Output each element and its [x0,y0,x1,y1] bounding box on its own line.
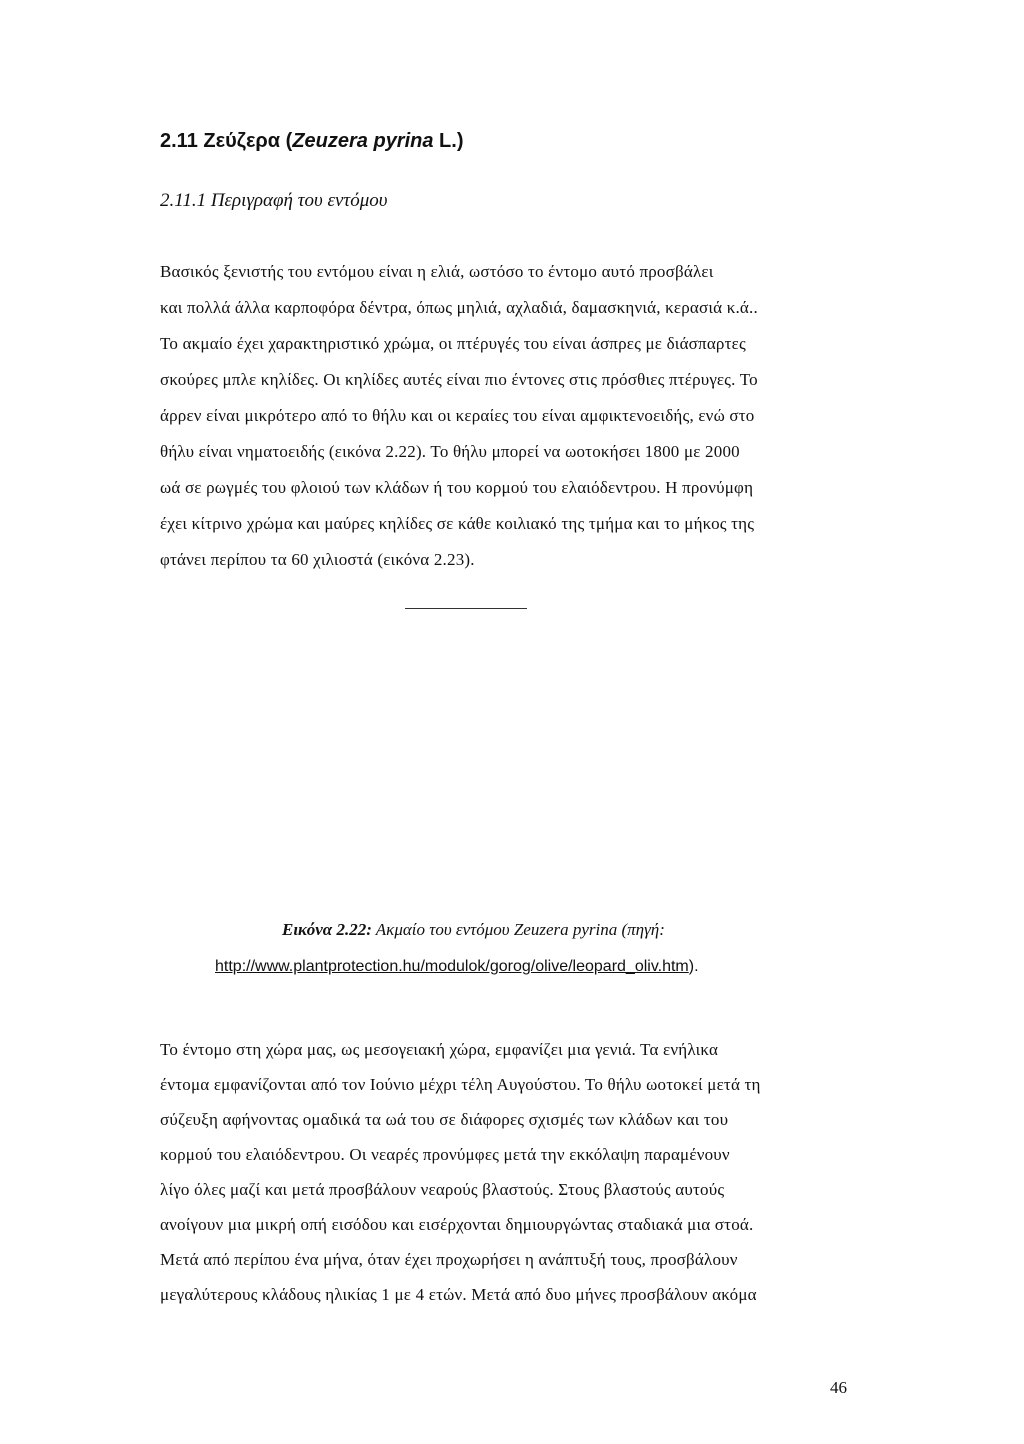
text-line: θήλυ είναι νηματοειδής (εικόνα 2.22). Το θήλυ μπορεί να ωοτοκήσει 1800 με 2000 [160,442,740,461]
figure-caption-label: Εικόνα 2.22: [282,920,372,939]
figure-caption [282,920,665,940]
text-line: μεγαλύτερους κλάδους ηλικίας 1 με 4 ετών. Μετά από δυο μήνες προσβάλουν ακόμα [160,1285,757,1304]
text-line: σκούρες μπλε κηλίδες. Οι κηλίδες αυτές είναι πιο έντονες στις πρόσθιες πτέρυγες. Το [160,370,758,389]
text-line: σύζευξη αφήνοντας ομαδικά τα ωά του σε διάφορες σχισμές των κλάδων και του [160,1110,729,1129]
section-title [160,130,464,153]
subsection-title: 2.11.1 Περιγραφή του εντόμου [160,190,388,211]
text-line: έχει κίτρινο χρώμα και μαύρες κηλίδες σε κάθε κοιλιακό της τμήμα και το μήκος της [160,514,755,533]
section-title-species: Zeuzera pyrina [292,130,434,152]
text-line: άρρεν είναι μικρότερο από το θήλυ και οι κεραίες του είναι αμφικτενοειδής, ενώ στο [160,406,755,425]
text-line: και πολλά άλλα καρποφόρα δέντρα, όπως μηλιά, αχλαδιά, δαμασκηνιά, κερασιά κ.ά.. [160,298,758,317]
figure-divider [405,608,527,609]
text-line: έντομα εμφανίζονται από τον Ιούνιο μέχρι τέλη Αυγούστου. Το θήλυ ωοτοκεί μετά τη [160,1075,761,1094]
section-title-number: 2.11 Ζεύζερα ( [160,130,293,152]
paragraph-description [160,262,880,592]
figure-source-suffix: ). [688,958,699,975]
figure-source [215,958,699,976]
text-line: Το ακμαίο έχει χαρακτηριστικό χρώμα, οι πτέρυγές του είναι άσπρες με διάσπαρτες [160,334,746,353]
figure-source-link[interactable]: http://www.plantprotection.hu/modulok/gorog/olive/leopard_oliv.htm [215,958,689,975]
text-line: ωά σε ρωγμές του φλοιού των κλάδων ή του κορμού του ελαιόδεντρου. Η προνύμφη [160,478,754,497]
text-line: ανοίγουν μια μικρή οπή εισόδου και εισέρχονται δημιουργώντας σταδιακά μια στοά. [160,1215,754,1234]
text-line: Το έντομο στη χώρα μας, ως μεσογειακή χώρα, εμφανίζει μια γενιά. Τα ενήλικα [160,1040,719,1059]
paragraph-lifecycle [160,1040,880,1320]
text-line: κορμού του ελαιόδεντρου. Οι νεαρές προνύμφες μετά την εκκόλαψη παραμένουν [160,1145,730,1164]
section-title-author: L.) [433,130,464,152]
page-number: 46 [830,1378,847,1397]
text-line: φτάνει περίπου τα 60 χιλιοστά (εικόνα 2.23). [160,550,475,569]
text-line: Μετά από περίπου ένα μήνα, όταν έχει προχωρήσει η ανάπτυξή τους, προσβάλουν [160,1250,738,1269]
figure-caption-text: Ακμαίο του εντόμου Zeuzera pyrina (πηγή: [371,920,665,939]
text-line: λίγο όλες μαζί και μετά προσβάλουν νεαρούς βλαστούς. Στους βλαστούς αυτούς [160,1180,725,1199]
text-line: Βασικός ξενιστής του εντόμου είναι η ελιά, ωστόσο το έντομο αυτό προσβάλει [160,262,714,281]
